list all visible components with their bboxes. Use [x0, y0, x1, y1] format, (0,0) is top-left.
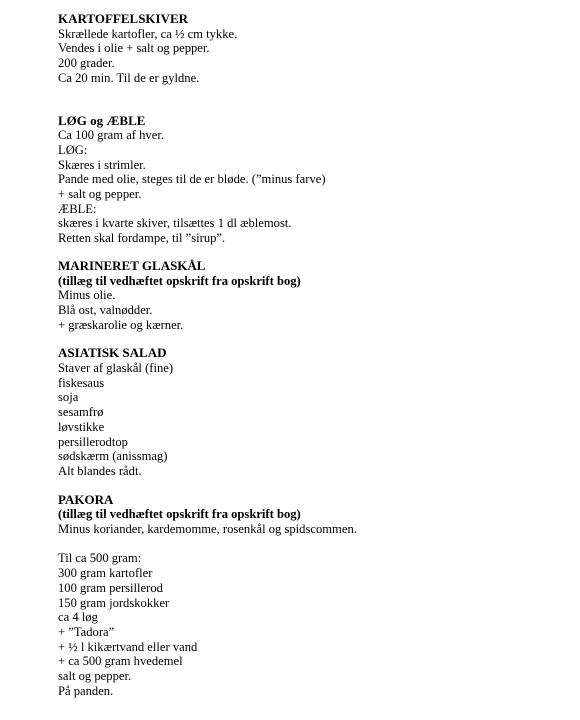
recipe-line: LØG: — [58, 142, 88, 157]
recipe-line: 100 gram persillerod — [58, 580, 163, 595]
section-log-aeble — [58, 114, 558, 246]
section-spacer — [58, 246, 558, 259]
section-title: ASIATISK SALAD — [58, 345, 167, 361]
recipe-line: + ca 500 gram hvedemel — [58, 654, 183, 669]
section-title: KARTOFFELSKIVER — [58, 11, 189, 26]
section-pakora — [58, 493, 558, 699]
recipe-line: fiskesaus — [58, 375, 105, 390]
recipe-line: Skrællede kartofler, ca ½ cm tykke. — [58, 26, 238, 41]
recipe-line: sødskærm (anissmag) — [58, 449, 168, 464]
recipe-line: sesamfrø — [58, 405, 104, 420]
recipe-line: Retten skal fordampe, til ”sirup”. — [58, 231, 226, 246]
recipe-line: 150 gram jordskokker — [58, 595, 170, 610]
recipe-line: løvstikke — [58, 419, 105, 434]
recipe-line: 300 gram kartofler — [58, 566, 153, 581]
recipe-line: Ca 20 min. Til de er gyldne. — [58, 70, 200, 85]
recipe-line: salt og pepper. — [58, 669, 132, 684]
recipe-line: ÆBLE: — [58, 201, 97, 216]
recipe-line: skæres i kvarte skiver, tilsættes 1 dl æblemost. — [58, 216, 292, 231]
section-asiatisk-salad — [58, 346, 558, 478]
recipe-line: Til ca 500 gram: — [58, 551, 142, 566]
section-marineret-glaskaal — [58, 259, 558, 333]
recipe-line: + ”Tadora” — [58, 625, 115, 639]
section-note: (tillæg til vedhæftet opskrift fra opskrift bog) — [58, 273, 301, 288]
section-title: MARINERET GLASKÅL — [58, 257, 206, 273]
section-kartoffelskiver — [58, 12, 558, 86]
recipe-line: Vendes i olie + salt og pepper. — [58, 41, 210, 56]
recipe-line: Skæres i strimler. — [58, 157, 146, 172]
recipe-line: Blå ost, valnødder. — [58, 302, 153, 317]
recipe-line: persillerodtop — [58, 434, 128, 449]
recipe-line: + græskarolie og kærner. — [58, 317, 184, 332]
blank-line — [58, 537, 558, 552]
recipe-document — [58, 12, 558, 699]
section-spacer — [58, 479, 558, 493]
recipe-line: + salt og pepper. — [58, 187, 142, 202]
section-title: LØG og ÆBLE — [58, 112, 146, 128]
recipe-line: Ca 100 gram af hver. — [58, 128, 164, 143]
recipe-line: Staver af glaskål (fine) — [58, 361, 174, 376]
recipe-line: ca 4 løg — [58, 610, 98, 625]
recipe-line: 200 grader. — [58, 56, 115, 71]
recipe-line: Alt blandes rådt. — [58, 463, 142, 478]
section-title: PAKORA — [58, 491, 114, 507]
section-spacer — [58, 86, 558, 114]
recipe-line: soja — [58, 390, 79, 405]
recipe-line: + ½ l kikærtvand eller vand — [58, 639, 198, 654]
recipe-line: På panden. — [58, 683, 114, 698]
recipe-line: Minus koriander, kardemomme, rosenkål og spidscommen. — [58, 522, 357, 537]
recipe-line: Minus olie. — [58, 288, 116, 303]
section-note: (tillæg til vedhæftet opskrift fra opskrift bog) — [58, 507, 301, 522]
recipe-line: Pande med olie, steges til de er bløde. (”minus farve) — [58, 172, 326, 187]
section-spacer — [58, 332, 558, 346]
